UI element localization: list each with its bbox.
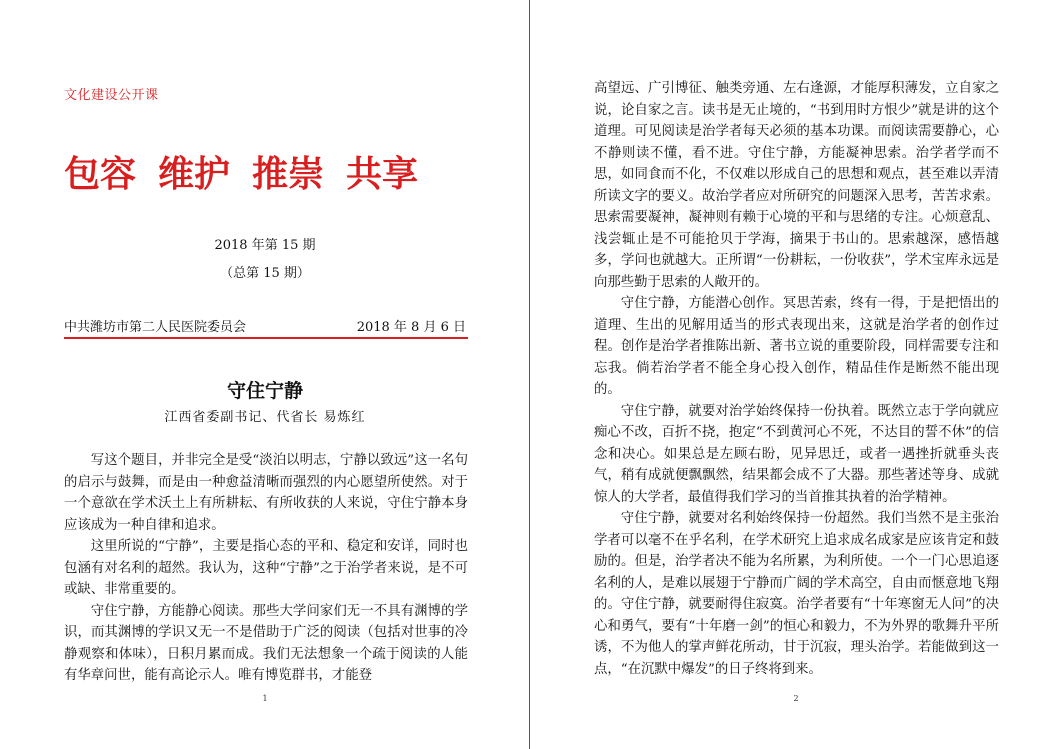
paragraph: 守住宁静，就要对名利始终保持一份超然。我们当然不是主张治学者可以毫不在乎名利，在学术研究上追求成名成家是应该肯定和鼓励的。但是，治学者决不能为名所累，为利所使。一个一门心思追逐名利的人，是难以展翅于宁静而广阔的学术高空，自由而惬意地飞翔的。守住宁静，就要耐得住寂寞。治学者要有“十年寒窗无人问”的决心和勇气，要有“十年磨一剑”的恒心和毅力，不为外界的歌舞升平所诱，不为他人的掌声鲜花所动，甘于沉寂，理头治学。若能做到这一点，“在沉默中爆发”的日子终将到来。 — [594, 511, 999, 677]
page-number: 1 — [262, 694, 268, 703]
publish-date: 2018 年 8 月 6 日 — [356, 320, 466, 335]
headline-word-3: 推崇 — [252, 153, 325, 195]
article-body-page-1 — [64, 450, 468, 687]
headline-word-1: 包容 — [64, 153, 137, 195]
document-page-1 — [0, 0, 530, 749]
organization: 中共潍坊市第二人民医院委员会 — [64, 320, 247, 335]
paragraph-continued: 高望远、广引博征、触类旁通、左右逢源，才能厚积薄发，立自家之说，论自家之言。读书是无止境的，“书到用时方恨少”就是讲的这个道理。可见阅读是治学者每天必须的基本功课。而阅读需要静心，心不静则读不懂，看不进。守住宁静，方能凝神思索。治学者学而不思，如同食而不化，不仅难以形成自己的思想和观点，甚至难以弄清所读文字的要义。故治学者应对所研究的问题深入思考，苦苦求索。思索需要凝神，凝神则有赖于心境的平和与思绪的专注。心烦意乱、浅尝辄止是不可能抢贝于学海，摘果于书山的。思索越深，感悟越多，学问也就越大。正所谓“一份耕耘，一份收获”，学术宝库永远是向那些勤于思索的人敞开的。 — [594, 81, 999, 290]
paragraph: 守住宁静，方能静心阅读。那些大学问家们无一不具有渊博的学识，而其渊博的学识又无一不是借助于广泛的阅读（包括对世事的冷静观察和体味），日积月累而成。我们无法想象一个疏于阅读的人能有华章问世，能有高论示人。唯有博览群书，才能登 — [64, 603, 468, 683]
paragraph: 守住宁静，方能潜心创作。冥思苦索，终有一得，于是把悟出的道理、生出的见解用适当的形式表现出来，这就是治学者的创作过程。创作是治学者推陈出新、著书立说的重要阶段，同样需要专注和忘我。倘若治学者不能全身心投入创作，精品佳作是断然不能出现的。 — [594, 296, 999, 397]
issue-total: （总第 15 期） — [220, 266, 310, 281]
page-number: 2 — [793, 694, 799, 703]
masthead-row — [64, 316, 466, 335]
paragraph: 这里所说的“宁静”，主要是指心态的平和、稳定和安详，同时也包涵有对名利的超然。我认为，这种“宁静”之于治学者来说，是不可或缺、非常重要的。 — [64, 539, 468, 597]
headline-word-4: 共享 — [346, 153, 419, 195]
byline: 江西省委副书记、代省长 易炼红 — [164, 410, 366, 425]
issue-number: 2018 年第 15 期 — [214, 238, 316, 253]
series-label: 文化建设公开课 — [64, 88, 159, 103]
paragraph: 守住宁静，就要对治学始终保持一份执着。既然立志于学向就应痴心不改，百折不挠，抱定“不到黄河心不死，不达目的誓不休”的信念和决心。如果总是左顾右盼，见异思迁，或者一遇挫折就垂头丧气，稍有成就便飘飘然，结果都会成不了大器。那些著述等身、成就惊人的大学者，最值得我们学习的当首推其执着的治学精神。 — [594, 403, 999, 505]
headline-word-2: 维护 — [158, 153, 231, 195]
headline — [64, 150, 484, 198]
article-body-page-2 — [594, 78, 999, 680]
article-title: 守住宁静 — [226, 380, 303, 402]
document-page-2 — [531, 0, 1061, 749]
red-divider — [64, 337, 468, 339]
paragraph: 写这个题目，并非完全是受“淡泊以明志，宁静以致远”这一名句的启示与鼓舞，而是由一种愈益清晰而强烈的内心愿望所使然。对于一个意欲在学术沃土上有所耕耘、有所收获的人来说，守住宁静本身应该成为一种自律和追求。 — [64, 453, 468, 533]
